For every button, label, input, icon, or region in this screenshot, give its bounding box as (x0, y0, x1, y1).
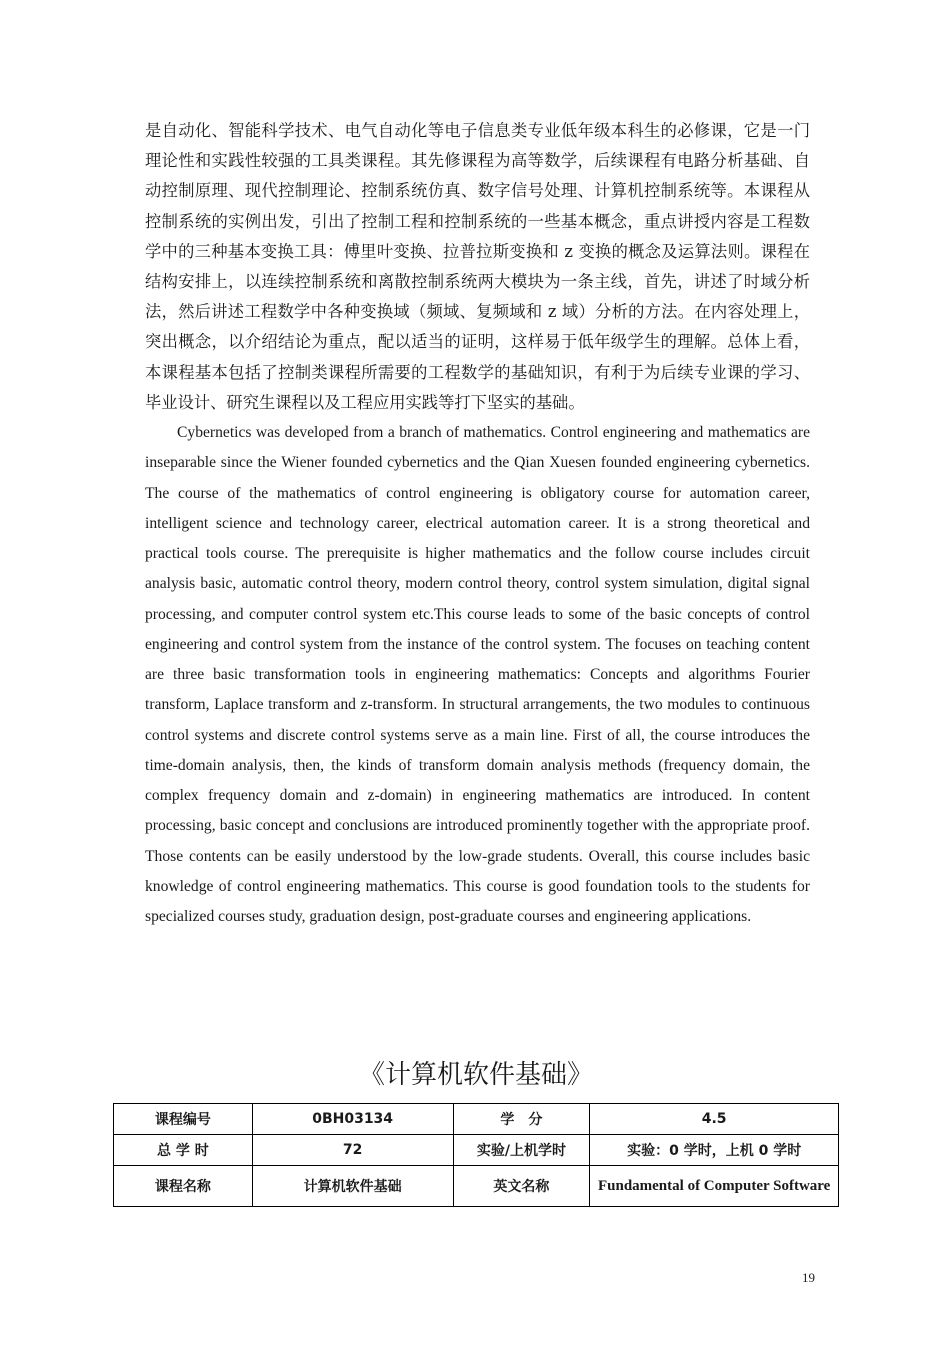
english-name-value: Fundamental of Computer Software (590, 1166, 839, 1207)
credit-label: 学 分 (453, 1104, 590, 1135)
english-description-paragraph: Cybernetics was developed from a branch of mathematics. Control engineering and mathematics are inseparable since the Wiener founded cybernetics and the Qian Xuesen founded engineering cybernetics. The course of the mathematics of control engineering is obligatory course for automation career, intelligent science and technology career, electrical automation career. It is a strong theoretical and practical tools course. The prerequisite is higher mathematics and the follow course includes circuit analysis basic, automatic control theory, modern control theory, control system simulation, digital signal processing, and computer control system etc.This course leads to some of the basic concepts of control engineering and control system from the instance of the control system. The focuses on teaching content are three basic transformation tools in engineering mathematics: Concepts and algorithms Fourier transform, Laplace transform and z-transform. In structural arrangements, the two modules to continuous control systems and discrete control systems serve as a main line. First of all, the course introduces the time-domain analysis, then, the kinds of transform domain analysis methods (frequency domain, the complex frequency domain and z-domain) in engineering mathematics are introduced. In content processing, basic concept and conclusions are introduced prominently together with the appropriate proof. Those contents can be easily understood by the low-grade students. Overall, this course includes basic knowledge of control engineering mathematics. This course is good foundation tools to the students for specialized courses study, graduation design, post-graduate courses and engineering applications. (145, 424, 810, 925)
course-code-value: 0BH03134 (252, 1104, 453, 1135)
table-row (114, 1166, 839, 1207)
english-name-label: 英文名称 (453, 1166, 590, 1207)
total-hours-label: 总 学 时 (114, 1135, 253, 1166)
page-number: 19 (802, 1270, 815, 1285)
lab-hours-value: 实验：0 学时，上机 0 学时 (590, 1135, 839, 1166)
course-title: 《计算机软件基础》 (358, 1060, 593, 1090)
course-name-label: 课程名称 (114, 1166, 253, 1207)
course-info-table (113, 1103, 839, 1207)
total-hours-value: 72 (252, 1135, 453, 1166)
course-code-label: 课程编号 (114, 1104, 253, 1135)
table-row (114, 1135, 839, 1166)
credit-value: 4.5 (590, 1104, 839, 1135)
course-name-value: 计算机软件基础 (252, 1166, 453, 1207)
lab-hours-label: 实验/上机学时 (453, 1135, 590, 1166)
table-row (114, 1104, 839, 1135)
chinese-description-paragraph: 是自动化、智能科学技术、电气自动化等电子信息类专业低年级本科生的必修课，它是一门理论性和实践性较强的工具类课程。其先修课程为高等数学，后续课程有电路分析基础、自动控制原理、现代控制理论、控制系统仿真、数字信号处理、计算机控制系统等。本课程从控制系统的实例出发，引出了控制工程和控制系统的一些基本概念，重点讲授内容是工程数学中的三种基本变换工具：傅里叶变换、拉普拉斯变换和 z 变换的概念及运算法则。课程在结构安排上，以连续控制系统和离散控制系统两大模块为一条主线，首先，讲述了时域分析法，然后讲述工程数学中各种变换域（频域、复频域和 z 域）分析的方法。在内容处理上，突出概念，以介绍结论为重点，配以适当的证明，这样易于低年级学生的理解。总体上看，本课程基本包括了控制类课程所需要的工程数学的基础知识，有利于为后续专业课的学习、毕业设计、研究生课程以及工程应用实践等打下坚实的基础。 (145, 121, 810, 412)
